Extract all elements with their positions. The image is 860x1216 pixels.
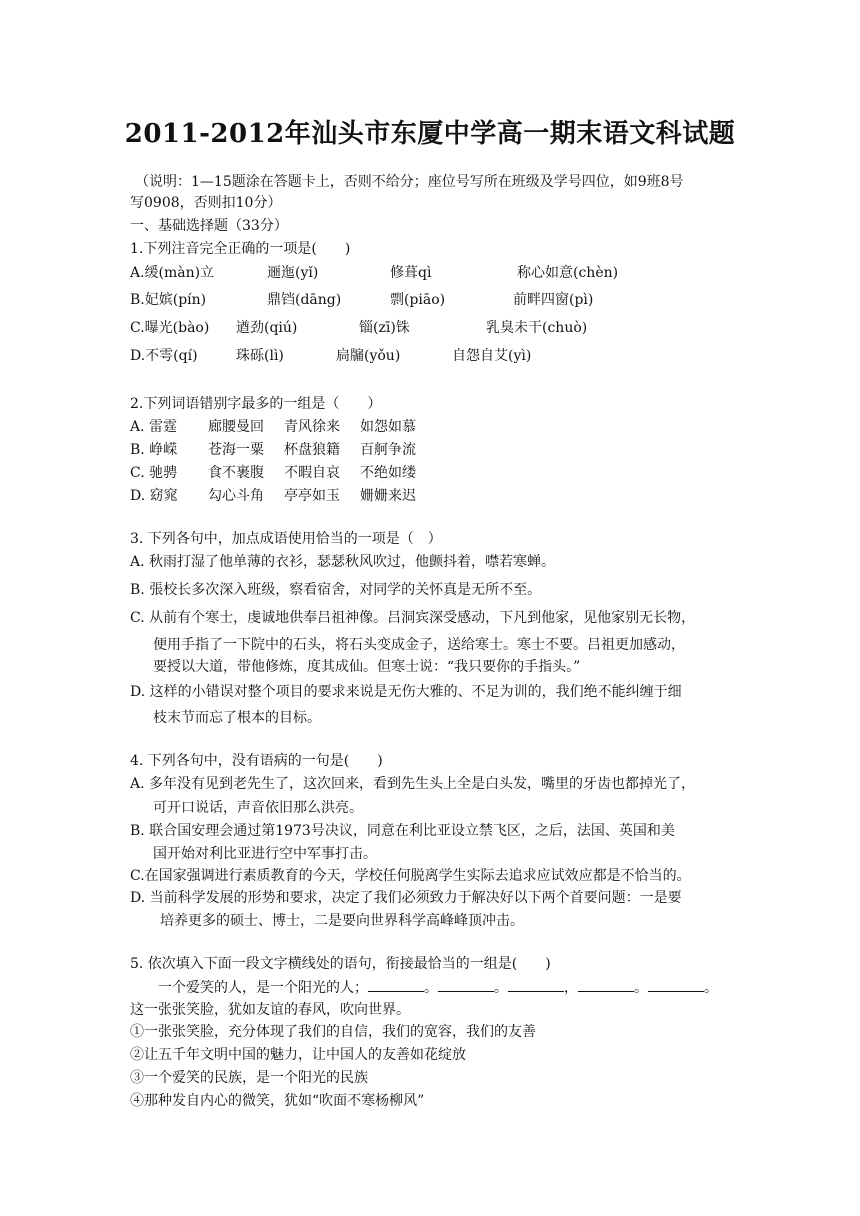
q1-option-a-1: A.缓(màn)立 xyxy=(130,265,215,281)
q1-option-a-3: 修葺qì xyxy=(390,265,432,281)
q1-option-d-4: 自怨自艾(yì) xyxy=(452,348,532,364)
q1-option-d-2: 珠砾(lì) xyxy=(236,348,284,364)
q1-option-c-3: 锱(zī)铢 xyxy=(359,320,410,336)
q5-sentence-1: ①一张张笑脸，充分体现了我们的自信，我们的宽容，我们的友善 xyxy=(130,1024,536,1040)
answer-blank-1 xyxy=(368,979,424,992)
q2-option-b-3: 杯盘狼籍 xyxy=(284,442,340,458)
q2-option-d-1: D. 窈窕 xyxy=(130,488,178,504)
q5-passage-line-1 xyxy=(158,979,718,997)
separator-period: 。 xyxy=(704,980,718,996)
answer-blank-3 xyxy=(508,979,564,992)
q3-option-d-line-2: 枝末节而忘了根本的目标。 xyxy=(153,710,321,726)
q3-option-a: A. 秋雨打湿了他单薄的衣衫，瑟瑟秋风吹过，他颤抖着，噤若寒蝉。 xyxy=(130,554,556,570)
q1-option-b-4: 前畔四窗(pì) xyxy=(513,292,594,308)
instructions-line-2: 写0908，否则扣10分） xyxy=(130,195,282,211)
separator-comma: ， xyxy=(564,980,578,996)
q2-stem: 2.下列词语错别字最多的一组是（ ） xyxy=(130,396,382,412)
q3-option-c-line-3: 要授以大道，带他修炼，度其成仙。但寒士说：“我只要你的手指头。” xyxy=(153,659,581,675)
q1-option-d-1: D.不雩(qí) xyxy=(130,348,198,364)
q2-option-a-1: A. 雷霆 xyxy=(130,419,178,435)
q3-option-d-line-1: D. 这样的小错误对整个项目的要求来说是无伤大雅的、不足为训的，我们绝不能纠缠于细 xyxy=(130,684,682,700)
q4-option-b-line-2: 国开始对利比亚进行空中军事打击。 xyxy=(153,846,377,862)
section-heading: 一、基础选择题（33分） xyxy=(130,218,288,234)
answer-blank-2 xyxy=(438,979,494,992)
q2-option-a-4: 如怨如慕 xyxy=(360,419,416,435)
q2-option-b-4: 百舸争流 xyxy=(360,442,416,458)
separator-period: 。 xyxy=(424,980,438,996)
separator-period: 。 xyxy=(494,980,508,996)
q2-option-b-2: 苍海一粟 xyxy=(208,442,264,458)
q2-option-a-2: 廊腰曼回 xyxy=(208,419,264,435)
q1-option-b-1: B.妃嫔(pín) xyxy=(130,292,207,308)
q5-stem: 5. 依次填入下面一段文字横线处的语句，衔接最恰当的一组是( ) xyxy=(130,956,551,972)
q3-option-c-line-1: C. 从前有个寒士，虔诚地供奉吕祖神像。吕洞宾深受感动，下凡到他家，见他家别无长物， xyxy=(130,610,696,626)
q1-option-d-3: 扃牖(yǒu) xyxy=(336,348,401,364)
q5-passage-line-2: 这一张张笑脸，犹如友谊的春风，吹向世界。 xyxy=(130,1002,410,1018)
q4-option-a-line-2: 可开口说话，声音依旧那么洪亮。 xyxy=(153,800,363,816)
q1-stem: 1.下列注音完全正确的一项是( ) xyxy=(130,241,351,257)
instructions-line-1: （说明：1—15题涂在答题卡上，否则不给分；座位号写所在班级及学号四位，如9班8号 xyxy=(135,174,684,190)
q4-option-b-line-1: B. 联合国安理会通过第1973号决议，同意在利比亚设立禁飞区，之后，法国、英国和美 xyxy=(130,823,675,839)
q4-option-d-line-2: 培养更多的硕士、博士，二是要向世界科学高峰峰顶冲击。 xyxy=(160,913,524,929)
page-title: 2011-2012年汕头市东厦中学高一期末语文科试题 xyxy=(124,119,736,149)
q1-option-b-3: 剽(piāo) xyxy=(390,292,446,308)
q5-sentence-4: ④那种发自内心的微笑，犹如“吹面不寒杨柳风” xyxy=(130,1093,425,1109)
q2-option-a-3: 青风徐来 xyxy=(284,419,340,435)
q1-option-c-2: 遒劲(qiú) xyxy=(236,320,298,336)
answer-blank-4 xyxy=(578,979,634,992)
q1-option-c-1: C.曝光(bào) xyxy=(130,320,210,336)
q1-option-b-2: 鼎铛(dāng) xyxy=(267,292,342,308)
separator-period: 。 xyxy=(634,980,648,996)
q1-option-a-2: 逦迤(yǐ) xyxy=(267,265,319,281)
q2-option-b-1: B. 峥嵘 xyxy=(130,442,178,458)
q2-option-d-2: 勾心斗角 xyxy=(208,488,264,504)
q5-sentence-2: ②让五千年文明中国的魅力，让中国人的友善如花绽放 xyxy=(130,1047,466,1063)
q5-sentence-3: ③一个爱笑的民族，是一个阳光的民族 xyxy=(130,1070,368,1086)
q1-option-c-4: 乳臭未干(chuò) xyxy=(486,320,588,336)
q2-option-c-4: 不绝如缕 xyxy=(360,465,416,481)
q2-option-c-3: 不暇自哀 xyxy=(284,465,340,481)
q4-option-d-line-1: D. 当前科学发展的形势和要求，决定了我们必须致力于解决好以下两个首要问题：一是要 xyxy=(130,890,682,906)
q2-option-d-3: 亭亭如玉 xyxy=(284,488,340,504)
q3-option-c-line-2: 便用手指了一下院中的石头，将石头变成金子，送给寒士。寒士不要。吕祖更加感动， xyxy=(153,637,685,653)
q4-option-a-line-1: A. 多年没有见到老先生了，这次回来，看到先生头上全是白头发，嘴里的牙齿也都掉光了， xyxy=(130,776,696,792)
q2-option-c-1: C. 驰骋 xyxy=(130,465,178,481)
answer-blank-5 xyxy=(648,979,704,992)
q2-option-c-2: 食不裹腹 xyxy=(208,465,264,481)
q4-stem: 4. 下列各句中，没有语病的一句是( ) xyxy=(130,753,383,769)
q1-option-a-4: 称心如意(chèn) xyxy=(517,265,619,281)
q2-option-d-4: 姗姗来迟 xyxy=(360,488,416,504)
q3-option-b: B. 張校长多次深入班级，察看宿舍，对同学的关怀真是无所不至。 xyxy=(130,582,542,598)
q3-stem: 3. 下列各句中，加点成语使用恰当的一项是（ ） xyxy=(130,531,442,547)
q4-option-c: C.在国家强调进行素质教育的今天，学校任何脱离学生实际去追求应试效应都是不恰当的。 xyxy=(130,868,691,884)
q5-passage-start: 一个爱笑的人，是一个阳光的人； xyxy=(158,980,368,996)
